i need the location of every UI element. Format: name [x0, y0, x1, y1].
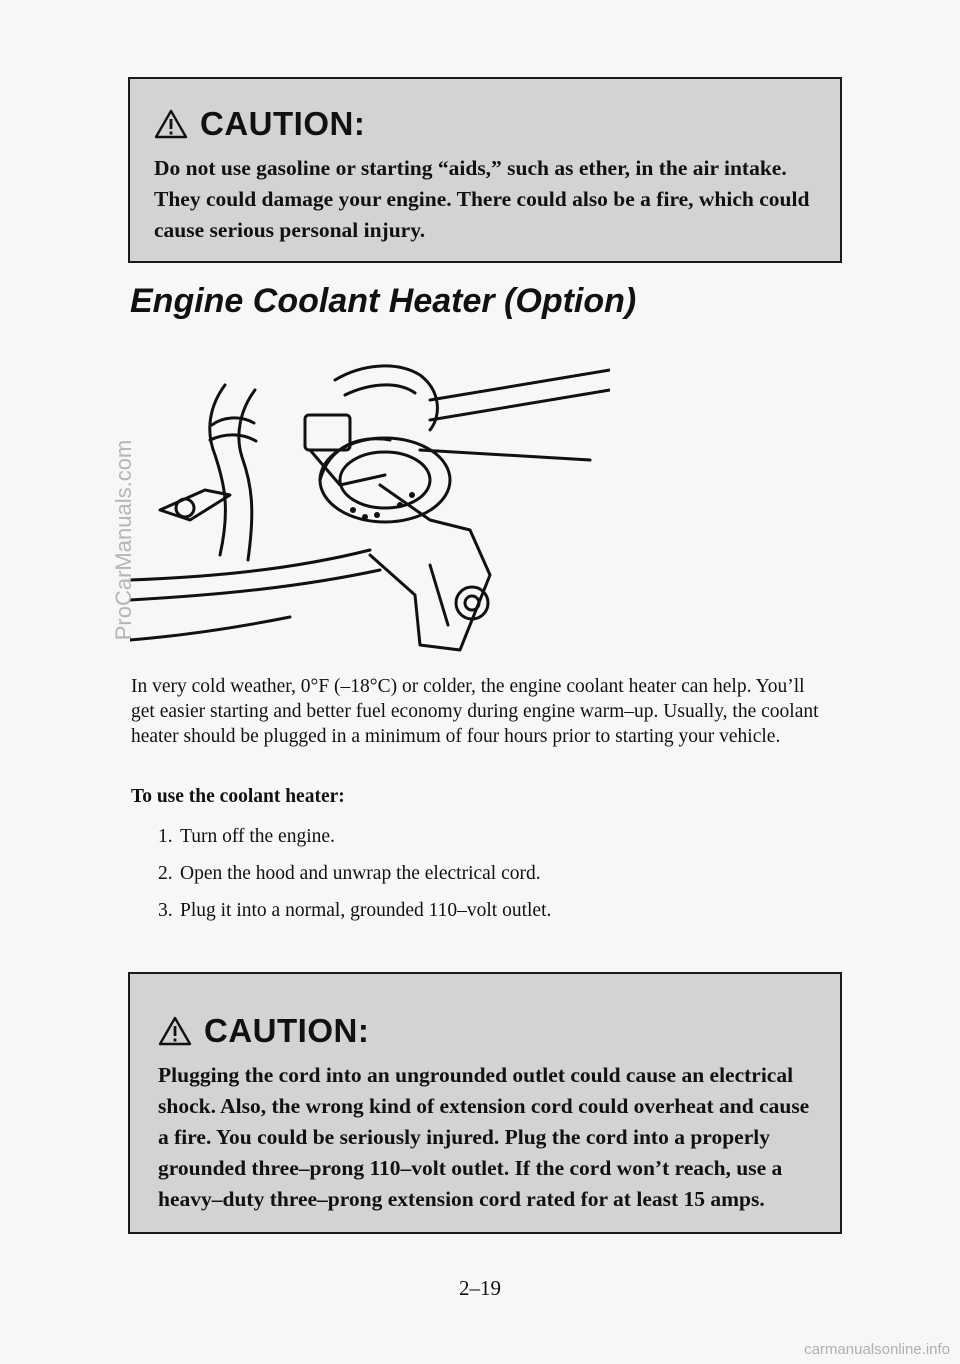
step-number: 2. [158, 863, 173, 884]
caution-title: CAUTION: [200, 105, 366, 142]
list-item [158, 900, 551, 937]
caution-header [130, 974, 840, 1050]
side-watermark: ProCarManuals.com [111, 439, 136, 641]
steps-heading: To use the coolant heater: [131, 786, 345, 807]
warning-triangle-icon [154, 109, 188, 139]
caution-header [130, 79, 840, 143]
caution-text: Do not use gasoline or starting “aids,” such as ether, in the air intake. They could damage your engine. There could also be a fire, which could cause serious personal injury. [154, 156, 810, 242]
list-item [158, 863, 551, 900]
intro-paragraph: In very cold weather, 0°F (–18°C) or colder, the engine coolant heater can help. You’ll get easier starting and better fuel economy during engine warm–up. Usually, the coolant heater should be plugged in a minimum of four hours prior to starting your vehicle. [131, 676, 819, 747]
page-number: 2–19 [459, 1276, 501, 1300]
section-title: Engine Coolant Heater (Option) [130, 282, 637, 320]
step-text: Open the hood and unwrap the electrical cord. [180, 863, 541, 884]
warning-triangle-icon [158, 1016, 192, 1046]
footer-watermark: carmanualsonline.info [804, 1341, 950, 1358]
caution-title: CAUTION: [204, 1012, 370, 1049]
list-item [158, 826, 551, 863]
caution-box-electrical [128, 972, 842, 1234]
steps-list [158, 826, 551, 937]
caution-text: Plugging the cord into an ungrounded outlet could cause an electrical shock. Also, the wrong kind of extension cord could overheat and cause a fire. You could be seriously injured. Plug the cord into a properly grounded three–prong 110–volt outlet. If the cord won’t reach, use a heavy–duty three–prong extension cord rated for at least 15 amps. [158, 1063, 810, 1211]
step-number: 3. [158, 900, 173, 921]
step-number: 1. [158, 826, 173, 847]
coolant-heater-illustration [130, 345, 610, 660]
step-text: Turn off the engine. [180, 826, 335, 847]
step-text: Plug it into a normal, grounded 110–volt outlet. [180, 900, 552, 921]
caution-box-fuel [128, 77, 842, 263]
